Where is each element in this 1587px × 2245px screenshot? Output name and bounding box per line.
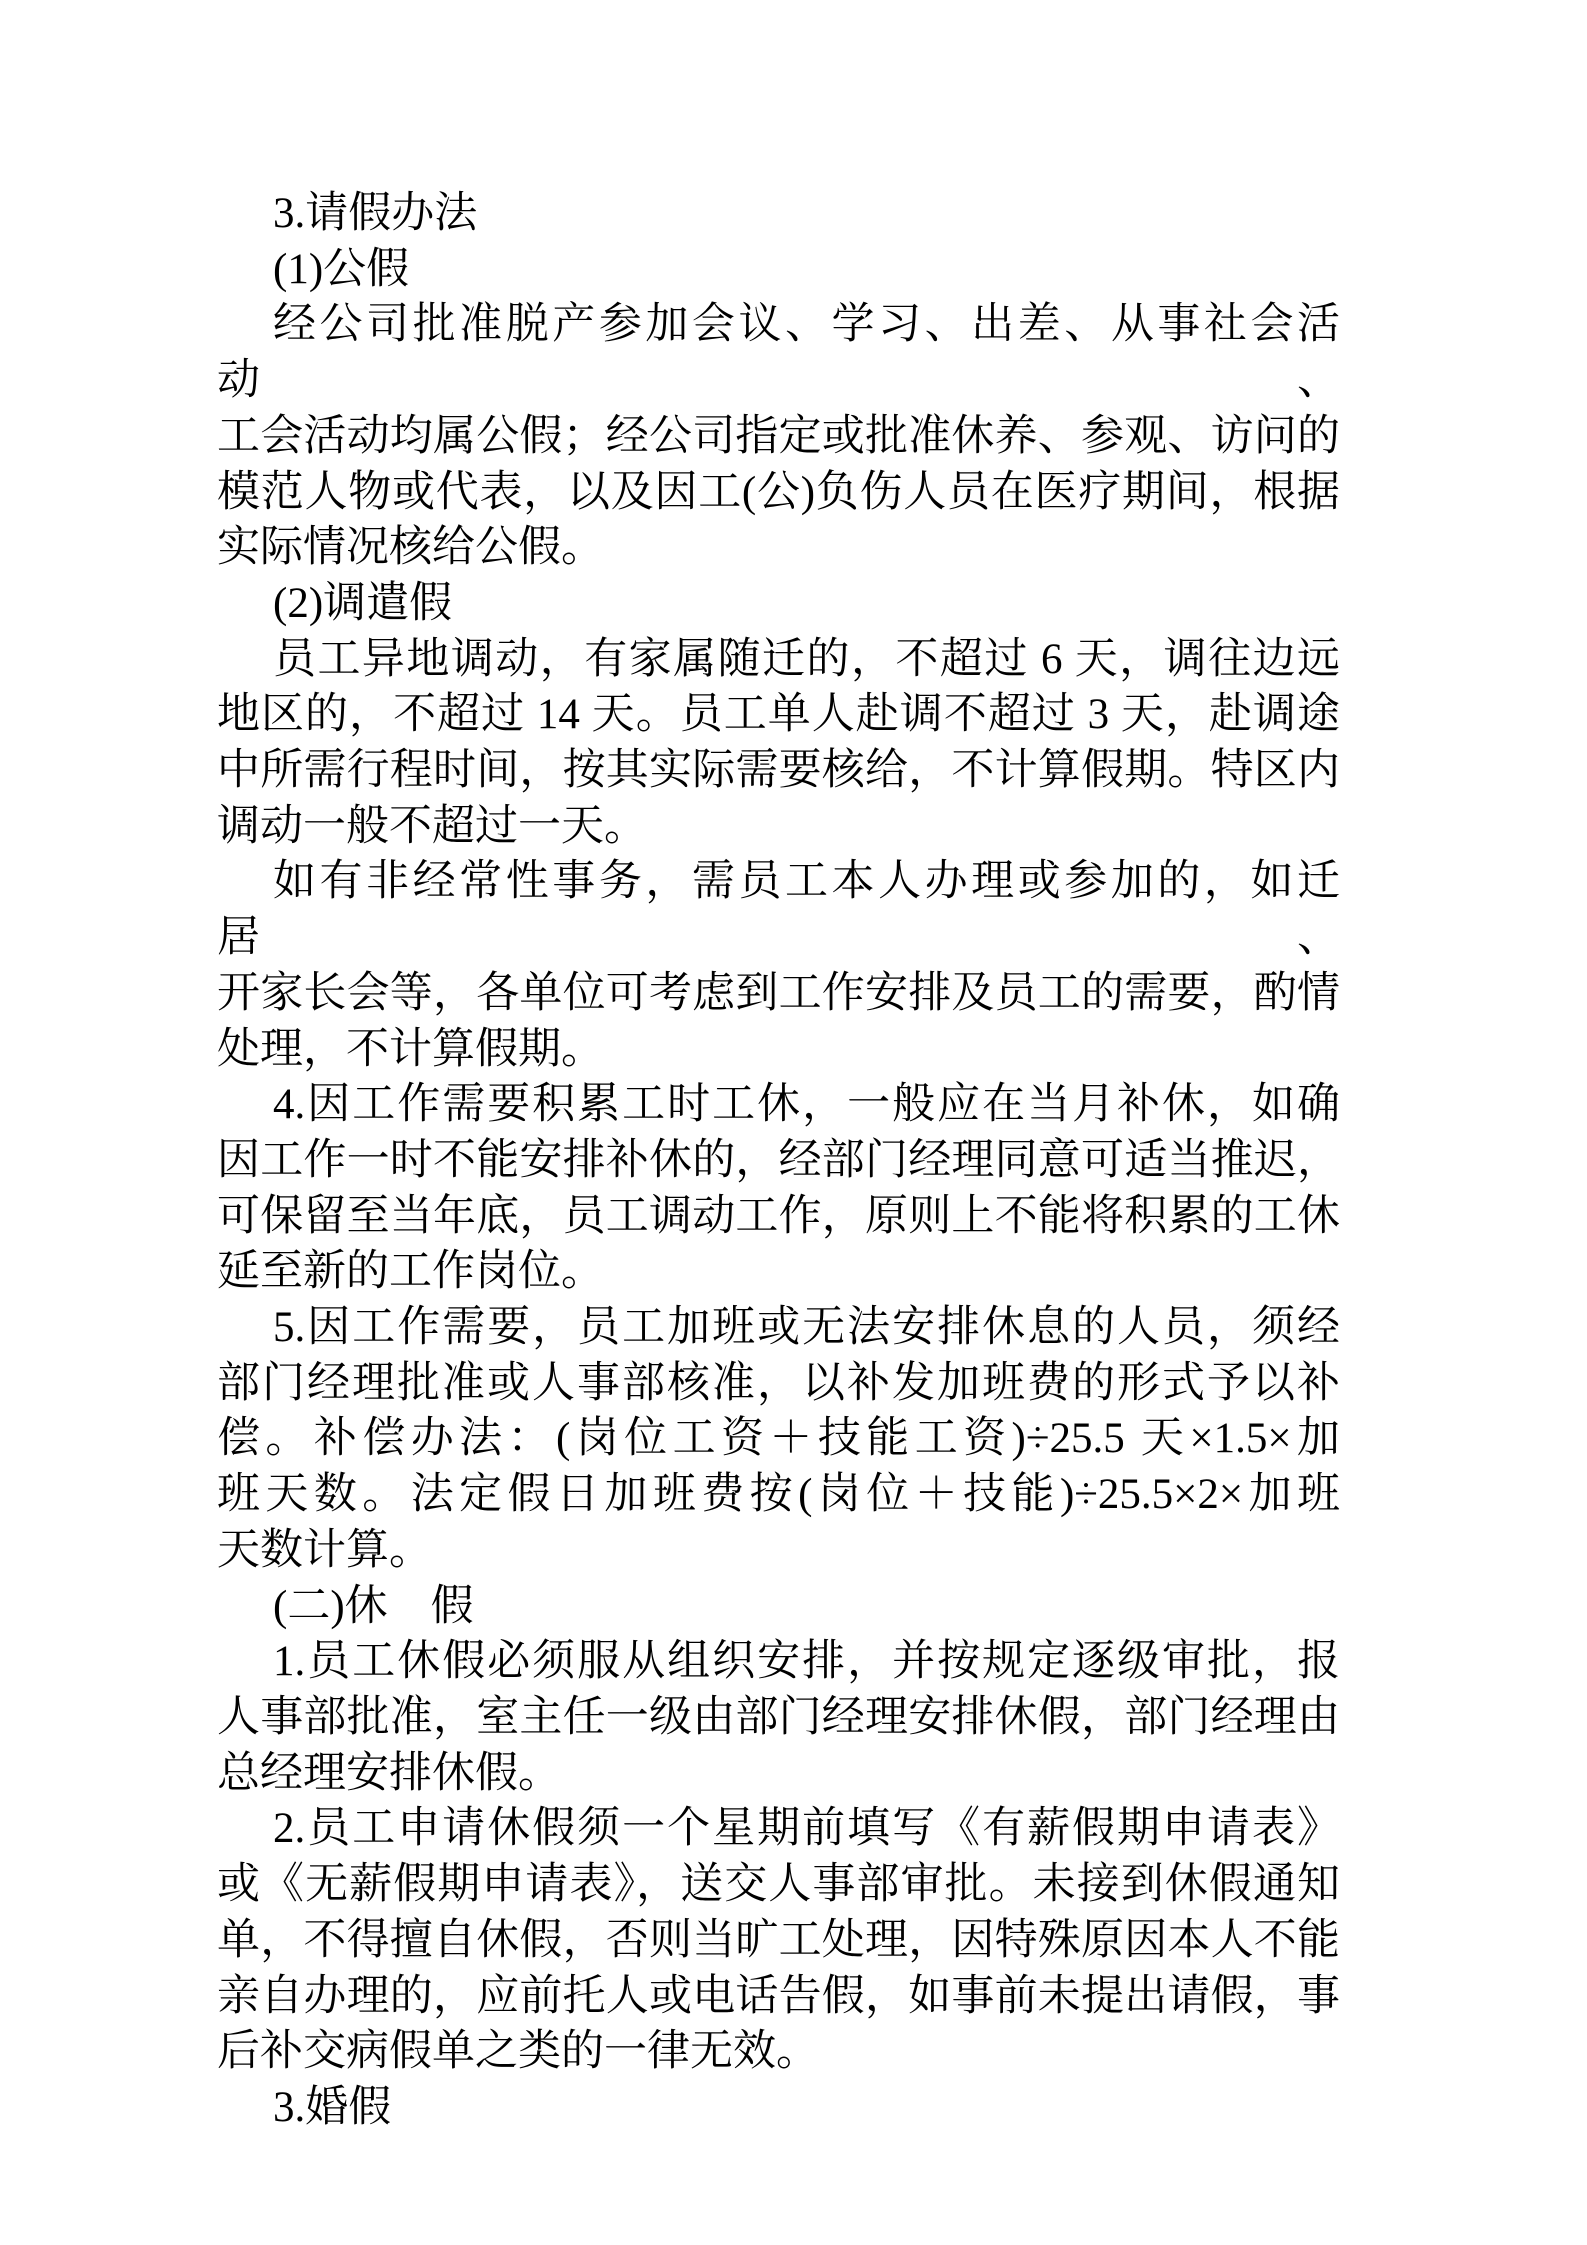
text-line: 部门经理批准或人事部核准，以补发加班费的形式予以补 <box>217 1359 1340 1407</box>
text-line: 2.员工申请休假须一个星期前填写《有薪假期申请表》 <box>273 1805 1340 1853</box>
text-line: 可保留至当年底，员工调动工作，原则上不能将积累的工休 <box>217 1192 1340 1240</box>
text-line: 地区的，不超过 14 天。员工单人赴调不超过 3 天，赴调途 <box>217 691 1340 739</box>
text-line: 单，不得擅自休假，否则当旷工处理，因特殊原因本人不能 <box>217 1916 1340 1964</box>
text-line: 亲自办理的，应前托人或电话告假，如事前未提出请假，事 <box>217 1972 1340 2020</box>
text-line: 延至新的工作岗位。 <box>217 1248 604 1296</box>
text-line: 5.因工作需要，员工加班或无法安排休息的人员，须经 <box>273 1304 1340 1352</box>
text-line: 因工作一时不能安排补休的，经部门经理同意可适当推迟， <box>217 1136 1340 1184</box>
text-line: 班天数。法定假日加班费按(岗位＋技能)÷25.5×2×加班 <box>217 1471 1340 1519</box>
text-line: 工会活动均属公假；经公司指定或批准休养、参观、访问的 <box>217 412 1340 460</box>
text-line: 天数计算。 <box>217 1526 432 1574</box>
text-line: 4.因工作需要积累工时工休，一般应在当月补休，如确 <box>273 1081 1340 1129</box>
text-line: 实际情况核给公假。 <box>217 524 604 572</box>
text-line: 处理，不计算假期。 <box>217 1025 604 1073</box>
text-line: (二)休 假 <box>273 1582 474 1630</box>
text-line: 后补交病假单之类的一律无效。 <box>217 2028 819 2076</box>
text-line: (1)公假 <box>273 245 410 293</box>
document-page <box>217 186 1340 2136</box>
text-line: 模范人物或代表，以及因工(公)负伤人员在医疗期间，根据 <box>217 468 1340 516</box>
text-line: 3.请假办法 <box>273 190 478 237</box>
text-line: 人事部批准，室主任一级由部门经理安排休假，部门经理由 <box>217 1693 1340 1741</box>
text-line: 3.婚假 <box>273 2083 392 2131</box>
text-line: (2)调遣假 <box>273 579 453 627</box>
text-line: 调动一般不超过一天。 <box>217 802 647 850</box>
text-line: 或《无薪假期申请表》，送交人事部审批。未接到休假通知 <box>217 1861 1340 1909</box>
text-line: 员工异地调动，有家属随迁的，不超过 6 天，调往边远 <box>273 635 1340 683</box>
text-line: 中所需行程时间，按其实际需要核给，不计算假期。特区内 <box>217 747 1340 795</box>
text-line: 1.员工休假必须服从组织安排，并按规定逐级审批，报 <box>273 1638 1340 1686</box>
text-line: 如有非经常性事务，需员工本人办理或参加的，如迁居、 <box>217 858 1340 962</box>
text-line: 总经理安排休假。 <box>217 1749 561 1797</box>
text-line: 经公司批准脱产参加会议、学习、出差、从事社会活动、 <box>217 301 1340 405</box>
text-line: 开家长会等，各单位可考虑到工作安排及员工的需要，酌情 <box>217 969 1340 1017</box>
text-line: 偿。补偿办法：(岗位工资＋技能工资)÷25.5 天×1.5×加 <box>217 1415 1340 1463</box>
